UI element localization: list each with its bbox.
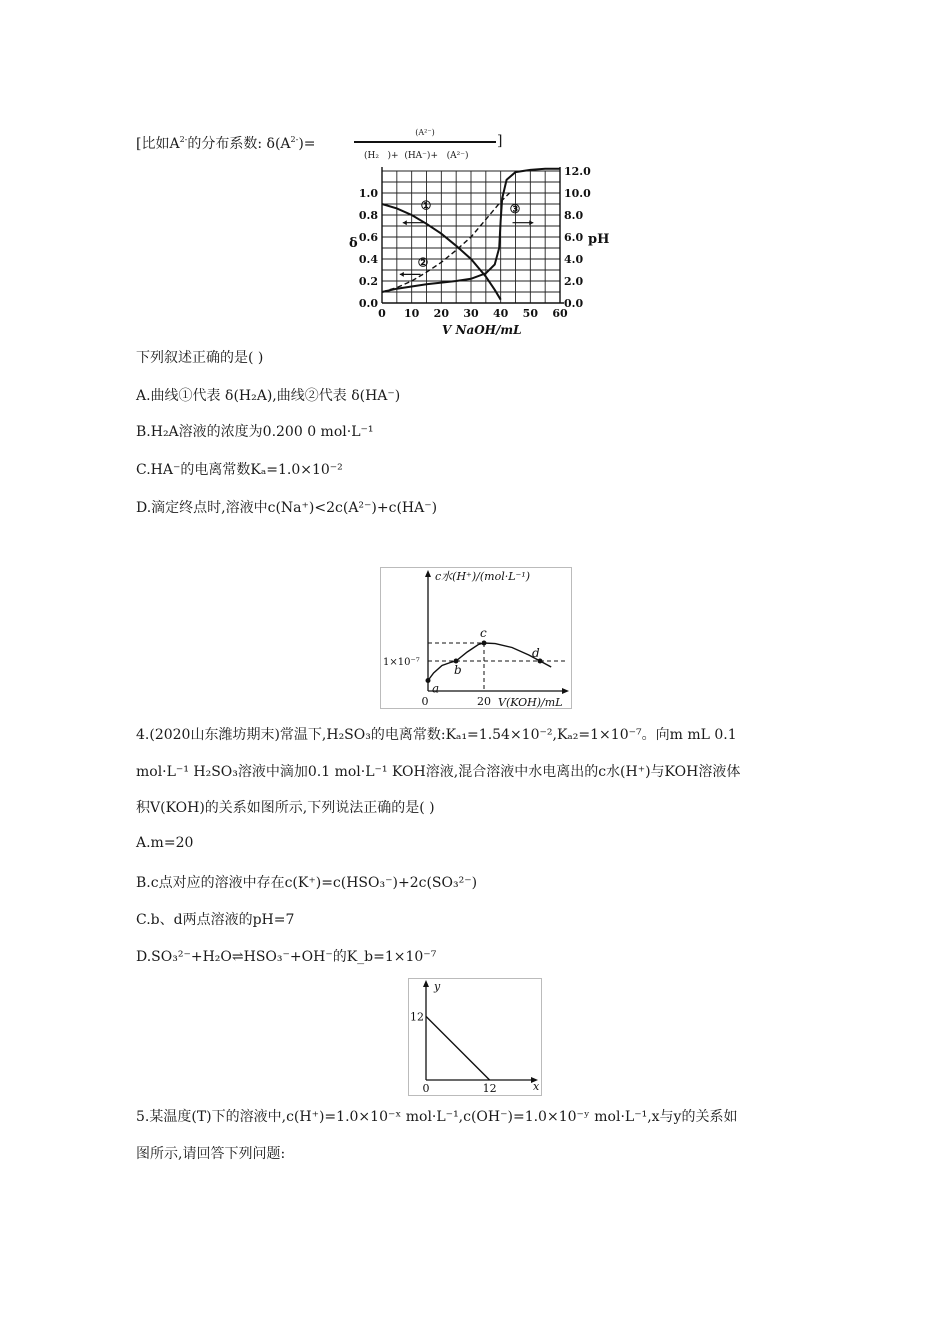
x-tick-20: 20	[477, 695, 491, 708]
chart3-frame	[409, 979, 542, 1096]
q3-prompt: 下列叙述正确的是( )	[136, 350, 264, 366]
x-axis-label: V NaOH/mL	[442, 323, 522, 337]
point-label-d: d	[532, 646, 540, 660]
q4-option-d: D.SO₃²⁻+H₂O⇌HSO₃⁻+OH⁻的K_b=1×10⁻⁷	[136, 949, 437, 965]
chart2-frame	[381, 568, 572, 709]
y-right-tick-label: 12.0	[564, 165, 591, 178]
x-tick-label: 20	[433, 307, 449, 320]
y-axis-label: c水(H⁺)/(mol·L⁻¹)	[435, 570, 531, 583]
q4-stem-line3: 积V(KOH)的关系如图所示,下列说法正确的是( )	[136, 800, 435, 816]
y-tick-12: 12	[410, 1010, 424, 1024]
q4-option-b: B.c点对应的溶液中存在c(K⁺)=c(HSO₃⁻)+2c(SO₃²⁻)	[136, 875, 478, 891]
q4-option-a: A.m=20	[136, 835, 194, 851]
series-line-2	[382, 193, 510, 292]
x-tick-12: 12	[482, 1082, 497, 1095]
y-axis-label: y	[434, 980, 441, 993]
curve-arrowhead-1	[403, 220, 407, 225]
x-tick-label: 50	[522, 307, 538, 320]
point-c	[482, 641, 487, 646]
curve-arrowhead-3	[529, 220, 533, 225]
q4-stem-line1: 4.(2020山东潍坊期末)常温下,H₂SO₃的电离常数:Kₐ₁=1.54×10⁻²,Kₐ₂=1×10⁻⁷。向m mL 0.1	[136, 727, 737, 743]
y-tick-label: 1×10⁻⁷	[383, 657, 420, 668]
curve-label-2: ②	[417, 255, 429, 270]
fraction-bar	[354, 141, 496, 143]
x-axis-label: V(KOH)/mL	[498, 696, 563, 709]
x-axis-arrow	[562, 688, 569, 694]
curve-label-1: ①	[420, 198, 432, 213]
q5-stem-line1: 5.某温度(T)下的溶液中,c(H⁺)=1.0×10⁻ˣ mol·L⁻¹,c(OH⁻)=1.0×10⁻ʸ mol·L⁻¹,x与y的关系如	[136, 1109, 738, 1125]
y-right-tick-label: 4.0	[564, 253, 584, 266]
y-axis-arrow	[425, 570, 431, 577]
point-label-a: a	[432, 681, 440, 696]
y-left-tick-label: 0.6	[358, 231, 378, 244]
curve-arrowhead-2	[400, 272, 404, 277]
y-left-axis-label: δ	[349, 236, 358, 251]
point-label-b: b	[454, 663, 462, 677]
q3-option-a: A.曲线①代表 δ(H₂A),曲线②代表 δ(HA⁻)	[136, 388, 401, 404]
y-left-tick-label: 0.4	[358, 253, 378, 266]
y-axis-arrow	[423, 980, 429, 987]
xy-relation-chart	[408, 978, 542, 1096]
x-tick-0: 0	[421, 695, 429, 708]
q4-stem-line2: mol·L⁻¹ H₂SO₃溶液中滴加0.1 mol·L⁻¹ KOH溶液,混合溶液中水电离出的c水(H⁺)与KOH溶液体	[136, 764, 741, 780]
y-right-axis-label: pH	[588, 232, 610, 247]
q4-option-c: C.b、d两点溶液的pH=7	[136, 912, 295, 928]
q3-option-d: D.滴定终点时,溶液中c(Na⁺)<2c(A²⁻)+c(HA⁻)	[136, 500, 438, 516]
formula-numerator: (A²⁻)	[415, 128, 435, 137]
y-right-tick-label: 10.0	[564, 187, 591, 200]
x-tick-0: 0	[422, 1082, 430, 1095]
water-ionization-chart	[380, 567, 572, 709]
distribution-formula: [比如$A^{2-}$的分布系数: $\delta(A^{2-})=$	[136, 135, 316, 152]
chart3-content	[409, 979, 542, 1096]
point-label-c: c	[480, 626, 487, 640]
x-tick-label: 40	[493, 307, 509, 320]
q5-stem-line2: 图所示,请回答下列问题:	[136, 1146, 286, 1162]
x-tick-label: 0	[378, 307, 386, 320]
x-tick-label: 60	[552, 307, 568, 320]
y-right-tick-label: 2.0	[564, 275, 584, 288]
q3-option-b: B.H₂A溶液的浓度为0.200 0 mol·L⁻¹	[136, 424, 374, 440]
chart1-labels	[400, 199, 534, 277]
y-right-tick-label: 8.0	[564, 209, 584, 222]
curve-label-3: ③	[509, 201, 521, 216]
point-a	[426, 678, 431, 683]
chart2-content	[381, 568, 572, 710]
formula-close: ]	[497, 133, 503, 149]
xy-line	[426, 1016, 490, 1080]
y-left-tick-label: 0.2	[358, 275, 378, 288]
y-right-tick-label: 6.0	[564, 231, 584, 244]
y-left-tick-label: 1.0	[358, 187, 378, 200]
y-right-tick-label: 0.0	[564, 297, 584, 310]
x-tick-label: 30	[463, 307, 479, 320]
x-axis-label: x	[533, 1080, 540, 1093]
x-tick-label: 10	[404, 307, 420, 320]
chart1-axes	[349, 165, 609, 337]
formula-denominator: (H₂ )+ (HA⁻)+ (A²⁻)	[364, 151, 469, 161]
y-left-tick-label: 0.0	[358, 297, 378, 310]
titration-distribution-chart	[344, 163, 610, 339]
q3-option-c: C.HA⁻的电离常数Kₐ=1.0×10⁻²	[136, 462, 343, 478]
y-left-tick-label: 0.8	[358, 209, 378, 222]
